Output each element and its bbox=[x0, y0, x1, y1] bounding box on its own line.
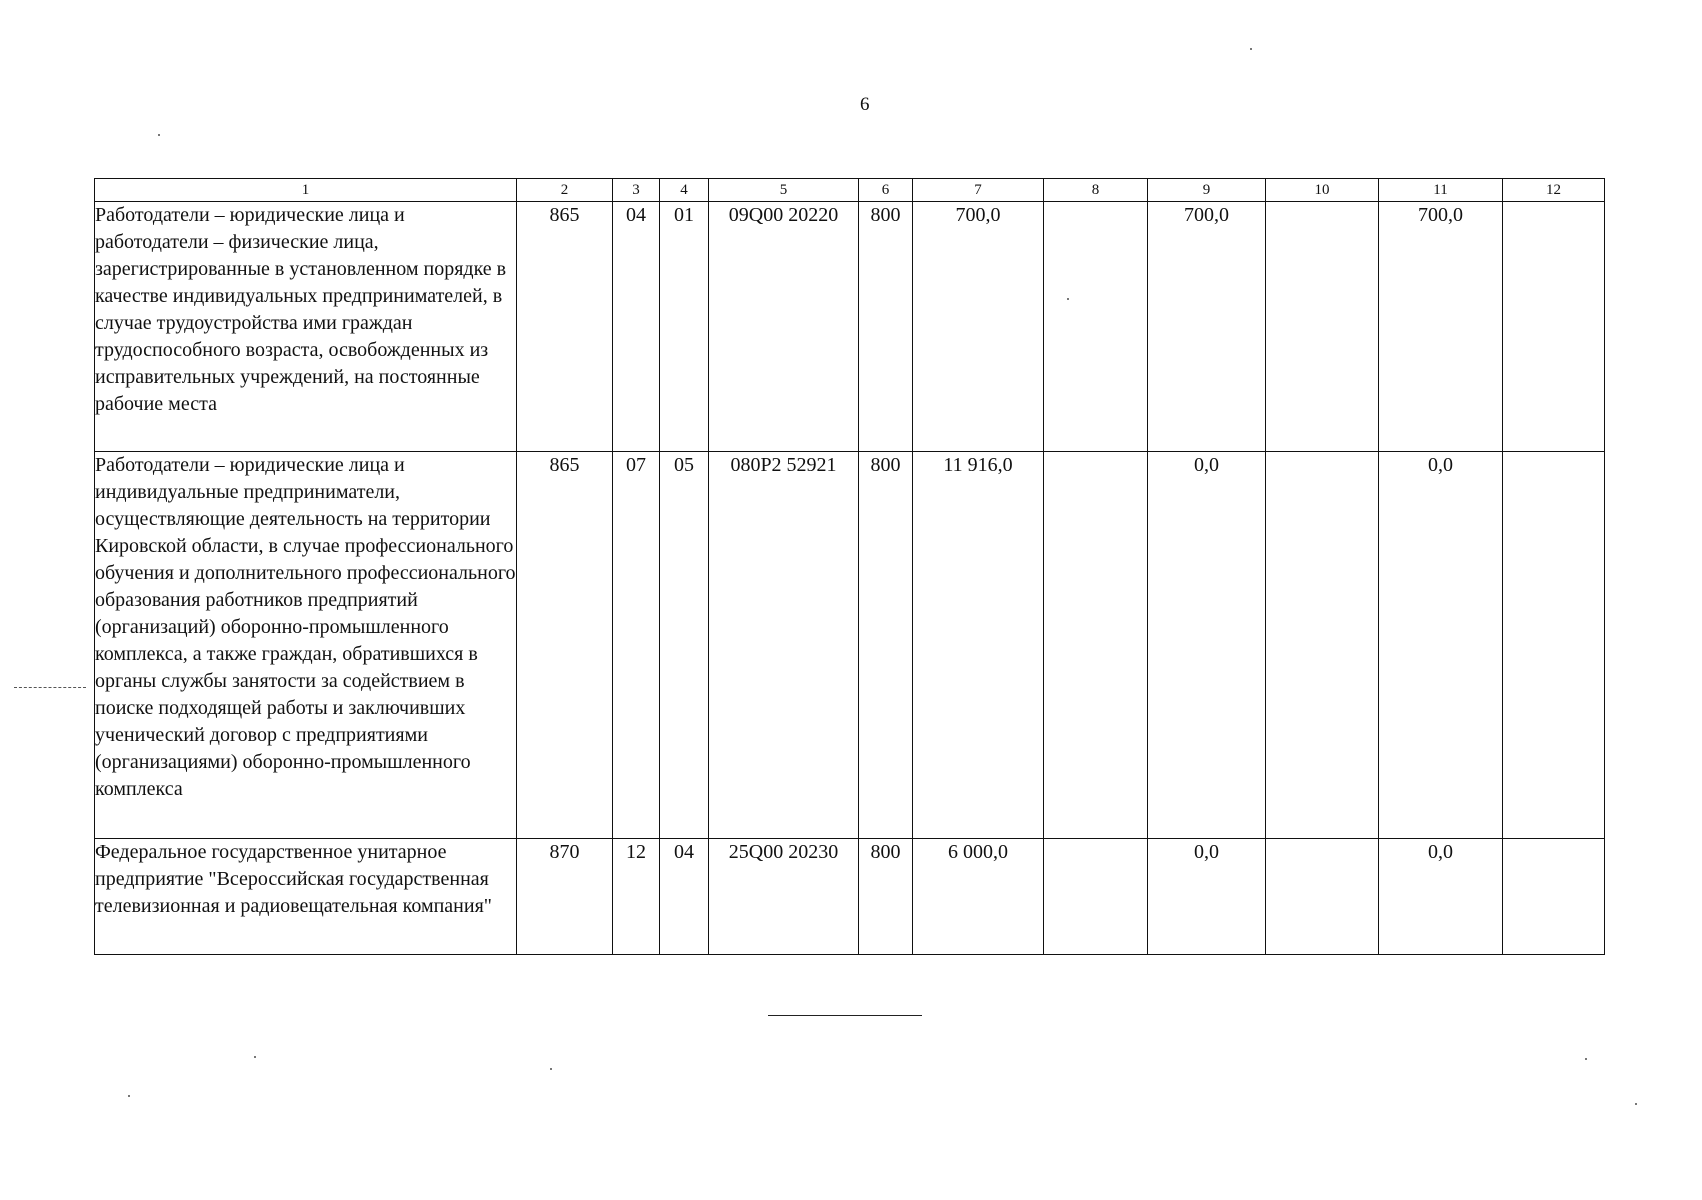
column-9-cell: 0,0 bbox=[1148, 452, 1266, 839]
column-11-cell: 0,0 bbox=[1379, 452, 1503, 839]
scan-artifact-dash bbox=[14, 687, 86, 688]
scan-speck bbox=[1585, 1058, 1587, 1060]
table-row bbox=[95, 839, 1605, 955]
expense-type-cell: 800 bbox=[859, 839, 913, 955]
column-8-cell bbox=[1044, 202, 1148, 452]
scan-speck bbox=[254, 1056, 256, 1058]
section-code-cell: 07 bbox=[613, 452, 660, 839]
column-10-cell bbox=[1266, 452, 1379, 839]
page-number: 6 bbox=[860, 94, 870, 115]
scan-speck bbox=[158, 134, 160, 136]
column-10-cell bbox=[1266, 839, 1379, 955]
scan-speck bbox=[128, 1095, 130, 1097]
subsection-code-cell: 04 bbox=[660, 839, 709, 955]
column-8-cell bbox=[1044, 839, 1148, 955]
section-code-cell: 04 bbox=[613, 202, 660, 452]
section-code-cell: 12 bbox=[613, 839, 660, 955]
subsection-code-cell: 01 bbox=[660, 202, 709, 452]
subsection-code-cell: 05 bbox=[660, 452, 709, 839]
column-header: 8 bbox=[1044, 179, 1148, 202]
document-end-rule bbox=[768, 1015, 922, 1016]
table-row bbox=[95, 202, 1605, 452]
scan-speck bbox=[1635, 1103, 1637, 1105]
recipient-description: Федеральное государственное унитарное предприятие "Всероссийская государственная телевизионная и радиовещательная компания" bbox=[95, 839, 517, 955]
scan-speck bbox=[1250, 48, 1252, 50]
column-header: 1 bbox=[95, 179, 517, 202]
column-9-cell: 700,0 bbox=[1148, 202, 1266, 452]
column-header: 6 bbox=[859, 179, 913, 202]
column-11-cell: 0,0 bbox=[1379, 839, 1503, 955]
budget-table bbox=[94, 178, 1605, 955]
ministry-code-cell: 870 bbox=[517, 839, 613, 955]
amount-cell: 11 916,0 bbox=[913, 452, 1044, 839]
column-10-cell bbox=[1266, 202, 1379, 452]
ministry-code-cell: 865 bbox=[517, 452, 613, 839]
column-header: 7 bbox=[913, 179, 1044, 202]
column-header: 12 bbox=[1503, 179, 1605, 202]
column-12-cell bbox=[1503, 202, 1605, 452]
amount-cell: 700,0 bbox=[913, 202, 1044, 452]
column-header: 2 bbox=[517, 179, 613, 202]
amount-cell: 6 000,0 bbox=[913, 839, 1044, 955]
column-header: 3 bbox=[613, 179, 660, 202]
column-header: 9 bbox=[1148, 179, 1266, 202]
target-article-cell: 09Q00 20220 bbox=[709, 202, 859, 452]
column-8-cell bbox=[1044, 452, 1148, 839]
target-article-cell: 080P2 52921 bbox=[709, 452, 859, 839]
recipient-description: Работодатели – юридические лица и индивидуальные предприниматели, осуществляющие деятельность на территории Кировской области, в случае профессионального обучения и дополнительного профессионального образования работников предприятий (организаций) оборонно-промышленного комплекса, а также граждан, обратившихся в органы службы занятости за содействием в поиске подходящей работы и заключивших ученический договор с предприятиями (организациями) оборонно-промышленного комплекса bbox=[95, 452, 517, 839]
target-article-cell: 25Q00 20230 bbox=[709, 839, 859, 955]
column-12-cell bbox=[1503, 452, 1605, 839]
expense-type-cell: 800 bbox=[859, 202, 913, 452]
scan-speck bbox=[1067, 298, 1069, 300]
ministry-code-cell: 865 bbox=[517, 202, 613, 452]
column-header: 5 bbox=[709, 179, 859, 202]
expense-type-cell: 800 bbox=[859, 452, 913, 839]
scan-speck bbox=[550, 1068, 552, 1070]
column-header: 10 bbox=[1266, 179, 1379, 202]
column-number-header-row bbox=[95, 179, 1605, 202]
recipient-description: Работодатели – юридические лица и работодатели – физические лица, зарегистрированные в установленном порядке в качестве индивидуальных предпринимателей, в случае трудоустройства ими граждан трудоспособного возраста, освобожденных из исправительных учреждений, на постоянные рабочие места bbox=[95, 202, 517, 452]
column-12-cell bbox=[1503, 839, 1605, 955]
table-row bbox=[95, 452, 1605, 839]
column-header: 11 bbox=[1379, 179, 1503, 202]
column-11-cell: 700,0 bbox=[1379, 202, 1503, 452]
column-9-cell: 0,0 bbox=[1148, 839, 1266, 955]
column-header: 4 bbox=[660, 179, 709, 202]
